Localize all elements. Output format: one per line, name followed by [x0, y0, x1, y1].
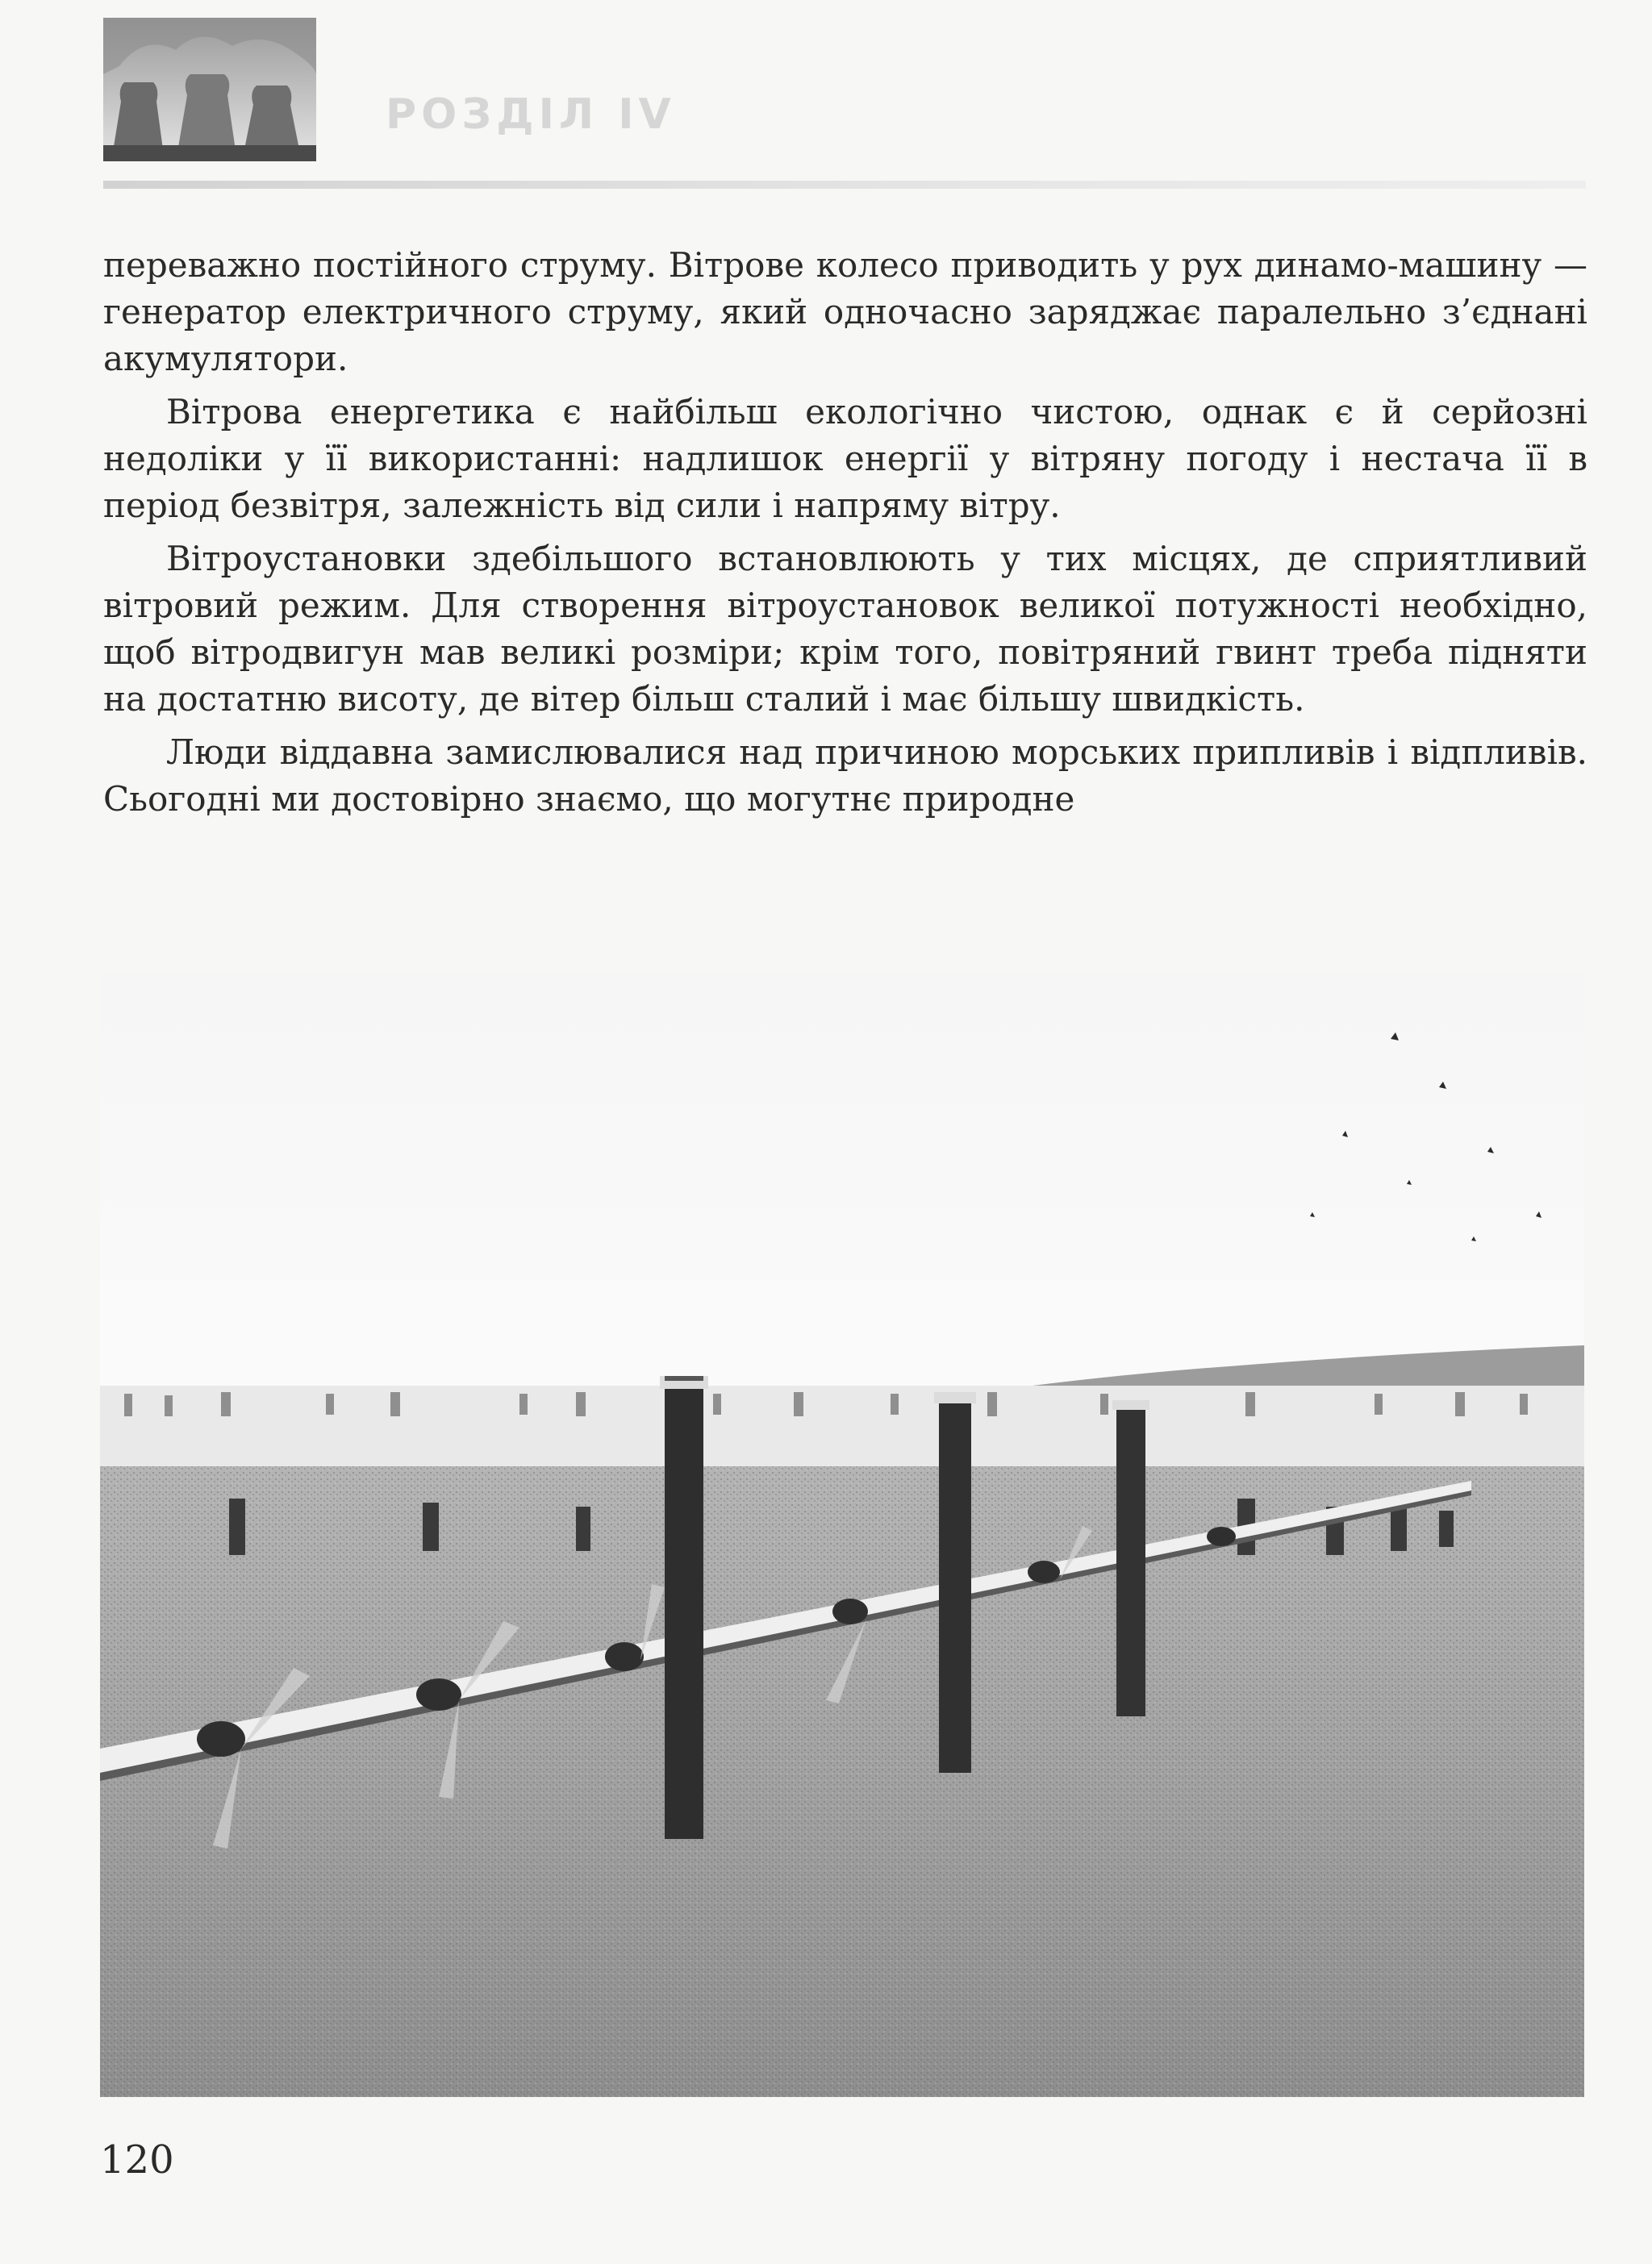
page-header — [0, 0, 1652, 194]
tidal-turbines-photo-icon — [100, 974, 1584, 2097]
body-text — [103, 242, 1587, 829]
section-title: РОЗДІЛ IV — [386, 90, 676, 139]
paragraph: Вітрова енергетика є найбільш екологічно чистою, однак є й серйозні недоліки у її використанні: надлишок енергії у вітряну погоду і нестача її в період безвітря, залежність від сили і напряму вітру. — [103, 392, 1587, 525]
header-rule — [103, 181, 1586, 189]
cooling-towers-icon — [103, 18, 316, 161]
paragraph: Люди віддавна замислювалися над причиною морських припливів і відпливів. Сьогодні ми достовірно знаємо, що могутнє природне — [103, 732, 1587, 819]
paragraph: Вітроустановки здебільшого встановлюють у тих місцях, де сприятливий вітровий режим. Для створення вітроустановок великої потужності необхідно, щоб вітродвигун мав великі розміри; крім того, повітряний гвинт треба підняти на достатню висоту, де вітер більш сталий і має більшу швидкість. — [103, 539, 1587, 719]
paragraph: переважно постійного струму. Вітрове колесо приводить у рух динамо-машину — генератор електричного струму, який одночасно заряджає паралельно з’єднані акумулятори. — [103, 245, 1587, 378]
page-number: 120 — [100, 2137, 174, 2183]
